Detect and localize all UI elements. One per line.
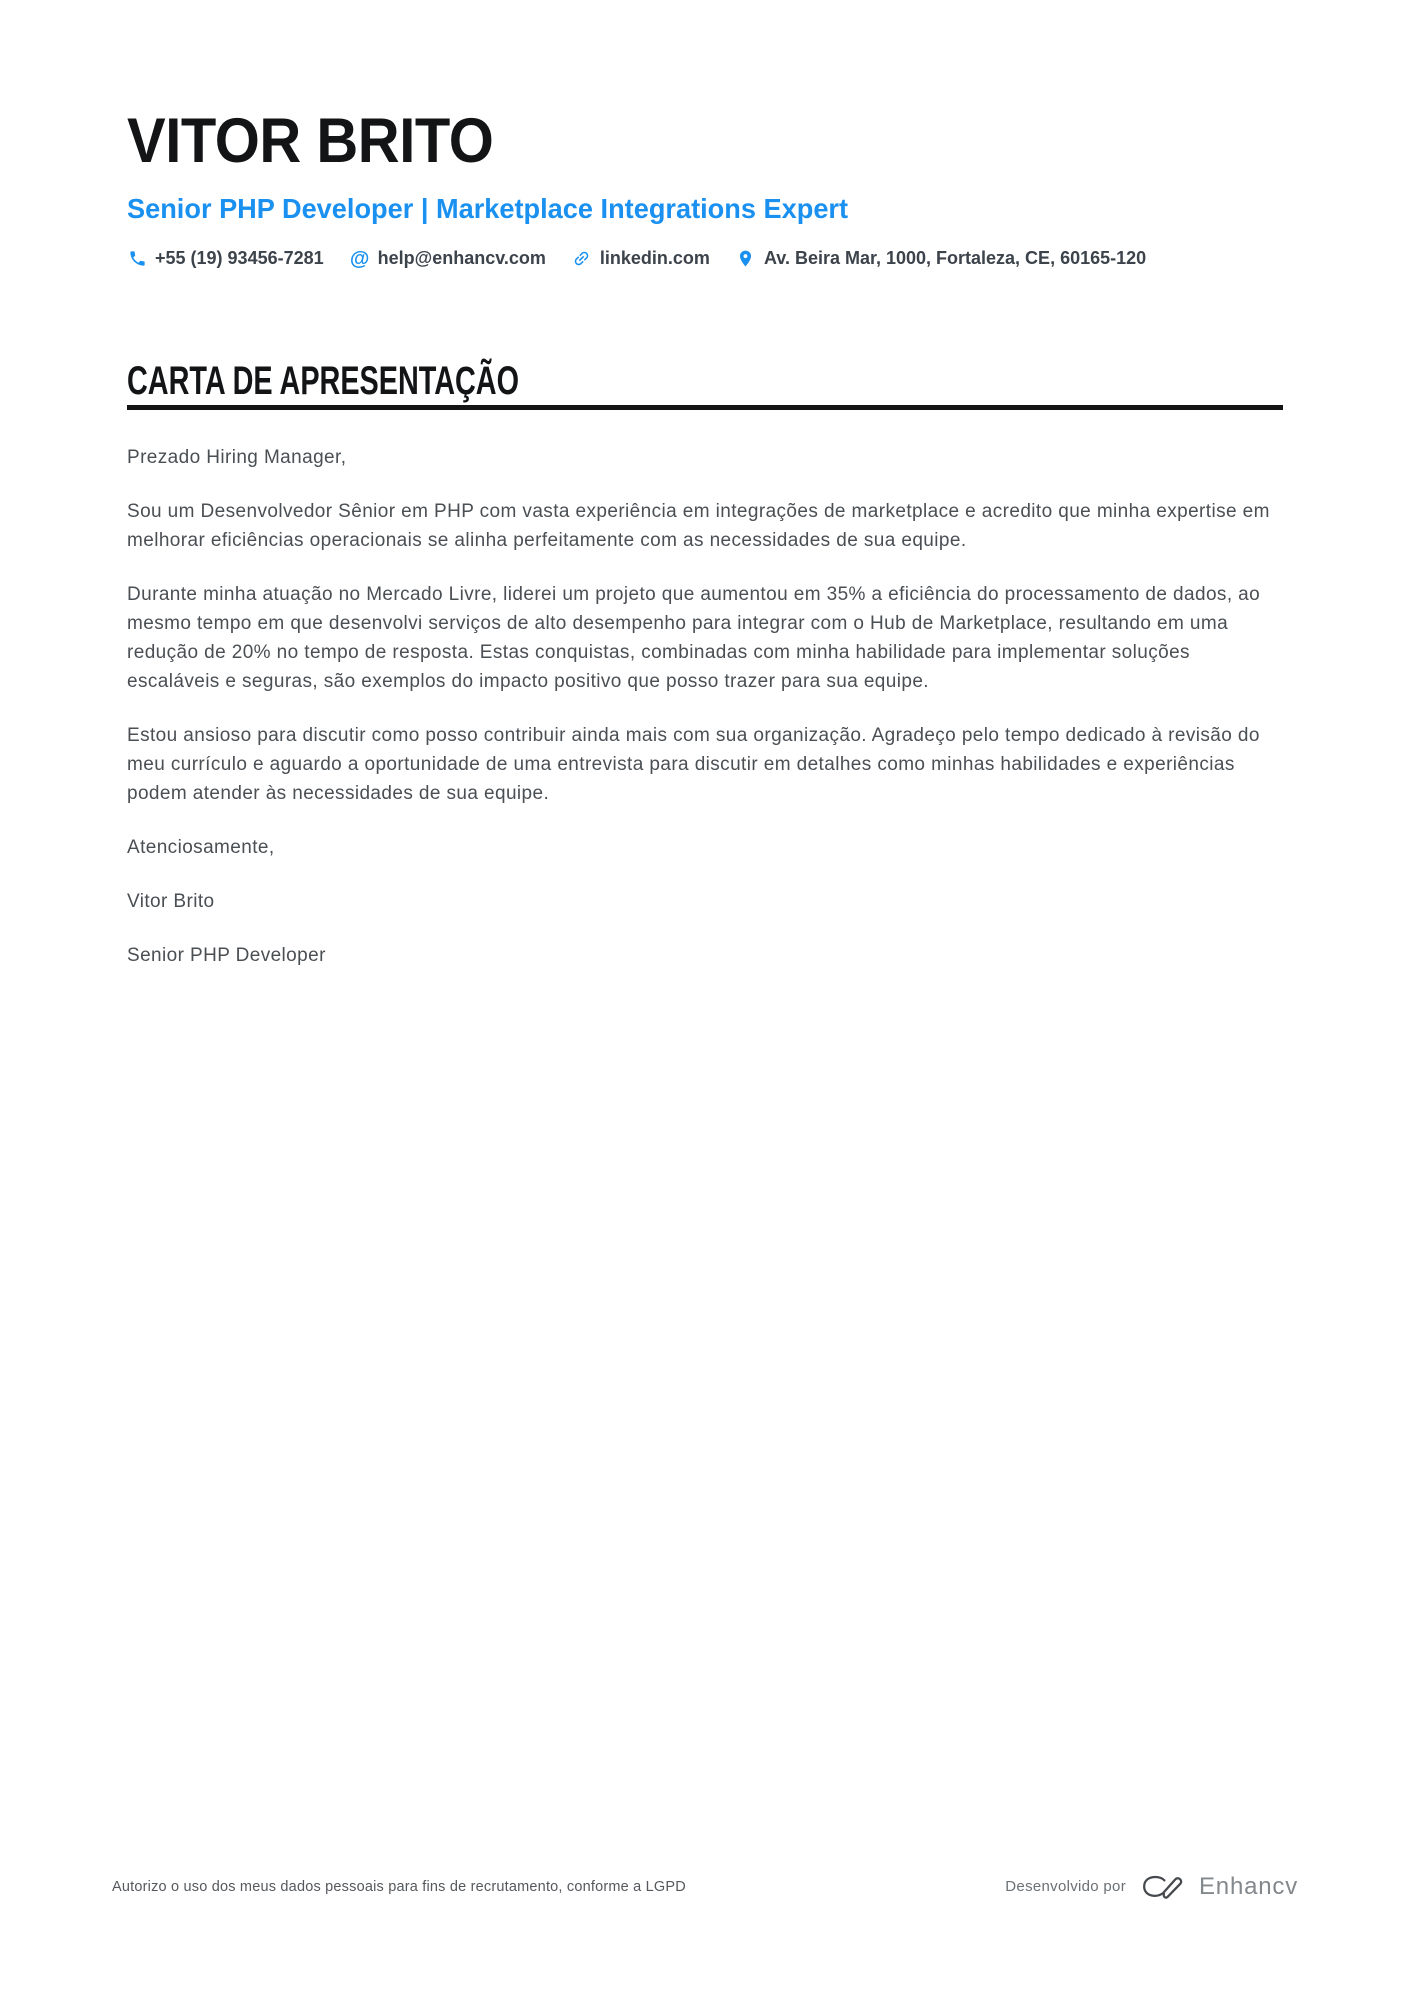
letter-salutation: Prezado Hiring Manager, — [127, 447, 347, 468]
signature-title: Senior PHP Developer — [127, 945, 326, 966]
link-icon — [572, 249, 592, 269]
contact-row — [127, 248, 1146, 269]
section-underline — [127, 405, 1283, 410]
phone-number: +55 (19) 93456-7281 — [155, 248, 324, 268]
lgpd-disclaimer: Autorizo o uso dos meus dados pessoais para fins de recrutamento, conforme a LGPD — [112, 1878, 686, 1895]
enhancv-logo-icon — [1139, 1872, 1186, 1901]
powered-by-label: Desenvolvido por — [1005, 1878, 1126, 1895]
page-footer — [112, 1872, 1298, 1901]
letter-paragraph: Estou ansioso para discutir como posso contribuir ainda mais com sua organização. Agradeço pelo tempo dedicado à revisão do meu currículo e aguardo a oportunidade de uma entrevista para discutir em detalhes como minhas habilidades e experiências podem atender às necessidades de sua equipe. — [127, 725, 1260, 804]
job-title: Senior PHP Developer | Marketplace Integrations Expert — [127, 193, 849, 224]
at-icon: @ — [349, 247, 370, 270]
cover-letter-section — [127, 361, 1283, 995]
email-address[interactable]: help@enhancv.com — [377, 248, 546, 268]
person-name: VITOR BRITO — [127, 106, 494, 176]
enhancv-wordmark: Enhancv — [1199, 1872, 1298, 1900]
contact-linkedin[interactable] — [572, 248, 710, 269]
footer-brand[interactable] — [1005, 1872, 1298, 1901]
letter-body — [127, 443, 1283, 970]
phone-icon — [127, 249, 147, 269]
address-text: Av. Beira Mar, 1000, Fortaleza, CE, 60165-120 — [763, 248, 1147, 268]
letter-closing: Atenciosamente, — [127, 837, 275, 858]
section-heading: CARTA DE APRESENTAÇÃO — [127, 359, 520, 403]
location-icon — [736, 249, 756, 269]
contact-phone — [127, 248, 324, 269]
linkedin-url[interactable]: linkedin.com — [599, 248, 710, 268]
signature-name: Vitor Brito — [127, 891, 215, 912]
letter-paragraph: Durante minha atuação no Mercado Livre, liderei um projeto que aumentou em 35% a eficiência do processamento de dados, ao mesmo tempo em que desenvolvi serviços de alto desempenho para integrar com o Hub de Marketplace, resultando em uma redução de 20% no tempo de resposta. Estas conquistas, combinadas com minha habilidade para implementar soluções escaláveis e seguras, são exemplos do impacto positivo que posso trazer para sua equipe. — [127, 584, 1261, 692]
contact-email[interactable] — [350, 248, 546, 269]
letter-paragraph: Sou um Desenvolvedor Sênior em PHP com vasta experiência em integrações de marketplace e acredito que minha expertise em melhorar eficiências operacionais se alinha perfeitamente com as necessidades de sua equipe. — [127, 501, 1270, 551]
contact-address — [736, 248, 1146, 269]
